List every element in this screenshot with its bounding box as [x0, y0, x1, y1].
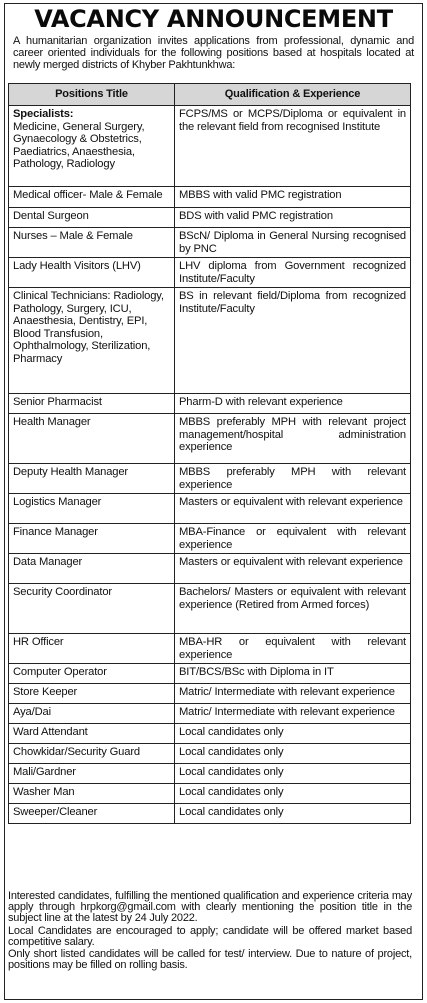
table-row: [9, 208, 411, 228]
qualification-cell: Local candidates only: [175, 804, 411, 824]
table-row: [9, 744, 411, 764]
table-row: [9, 414, 411, 464]
position-title: Senior Pharmacist: [13, 396, 102, 408]
header-qualification: Qualification & Experience: [175, 84, 411, 106]
position-title-cell: [9, 584, 175, 634]
position-title-cell: [9, 414, 175, 464]
qualification-cell: BScN/ Diploma in General Nursing recognised by PNC: [175, 228, 411, 258]
table-row: [9, 664, 411, 684]
qualification-cell: MBBS preferably MPH with relevant project management/hospital administration experience: [175, 414, 411, 464]
position-title: Medicine, General Surgery, Gynaecology & Obstetrics, Paediatrics, Anaesthesia, Pathology, Radiology: [13, 120, 145, 171]
table-row: [9, 764, 411, 784]
table-row: [9, 394, 411, 414]
footer-apply-instructions: Interested candidates, fulfilling the mentioned qualification and experience criteria may apply through hrpkorg@gmail.com with clearly mentioning the position title in the subject line at the latest by 24 July 2022.: [8, 890, 412, 925]
table-row: [9, 524, 411, 554]
table-row: [9, 258, 411, 288]
positions-table-body: [9, 106, 411, 824]
qualification-cell: FCPS/MS or MCPS/Diploma or equivalent in the relevant field from recognised Institute: [175, 106, 411, 187]
position-title-cell: [9, 764, 175, 784]
ad-intro: A humanitarian organization invites applications from professional, dynamic and career oriented individuals for the following positions based at hospitals located at newly merged districts of Khyber Pakhtunkhwa:: [13, 35, 414, 71]
position-title: Data Manager: [13, 556, 83, 568]
position-title-cell: [9, 634, 175, 664]
qualification-cell: Masters or equivalent with relevant experience: [175, 554, 411, 584]
qualification-cell: Bachelors/ Masters or equivalent with relevant experience (Retired from Armed forces): [175, 584, 411, 634]
qualification-cell: Masters or equivalent with relevant experience: [175, 494, 411, 524]
position-title-cell: [9, 288, 175, 394]
footer-shortlist-note: Only short listed candidates will be called for test/ interview. Due to nature of project, positions may be filled on rolling basis.: [8, 948, 412, 972]
qualification-cell: MBBS preferably MPH with relevant experience: [175, 464, 411, 494]
table-row: [9, 684, 411, 704]
qualification-cell: Local candidates only: [175, 724, 411, 744]
position-title: Chowkidar/Security Guard: [13, 746, 140, 758]
position-title-cell: [9, 228, 175, 258]
qualification-cell: Pharm-D with relevant experience: [175, 394, 411, 414]
table-row: [9, 494, 411, 524]
table-row: [9, 288, 411, 394]
position-title: Nurses – Male & Female: [13, 230, 133, 242]
qualification-cell: MBA-HR or equivalent with relevant experience: [175, 634, 411, 664]
position-title: Lady Health Visitors (LHV): [13, 260, 141, 272]
position-title: Finance Manager: [13, 526, 98, 538]
qualification-cell: MBA-Finance or equivalent with relevant experience: [175, 524, 411, 554]
position-title: Security Coordinator: [13, 586, 112, 598]
position-title-cell: [9, 724, 175, 744]
table-row: [9, 724, 411, 744]
table-row: [9, 784, 411, 804]
position-title-cell: [9, 208, 175, 228]
position-title: Medical officer- Male & Female: [13, 189, 163, 201]
qualification-cell: MBBS with valid PMC registration: [175, 187, 411, 208]
position-title-cell: [9, 664, 175, 684]
table-row: [9, 704, 411, 724]
position-title: Computer Operator: [13, 666, 107, 678]
position-title: Dental Surgeon: [13, 210, 89, 222]
table-row: [9, 187, 411, 208]
position-title-cell: [9, 524, 175, 554]
qualification-cell: Local candidates only: [175, 744, 411, 764]
position-title: Sweeper/Cleaner: [13, 806, 98, 818]
qualification-cell: Local candidates only: [175, 764, 411, 784]
table-row: [9, 106, 411, 187]
qualification-cell: BDS with valid PMC registration: [175, 208, 411, 228]
position-title: Health Manager: [13, 416, 91, 428]
position-title-cell: [9, 704, 175, 724]
position-group-heading: Specialists:: [13, 108, 74, 120]
position-title-cell: [9, 744, 175, 764]
table-row: [9, 464, 411, 494]
position-title-cell: [9, 554, 175, 584]
position-title-cell: [9, 394, 175, 414]
ad-footer: [8, 891, 412, 972]
position-title-cell: [9, 464, 175, 494]
qualification-cell: Matric/ Intermediate with relevant experience: [175, 704, 411, 724]
position-title: Store Keeper: [13, 686, 78, 698]
position-title: Clinical Technicians: Radiology, Pathology, Surgery, ICU, Anaesthesia, Dentistry, EPI, Blood Transfusion, Ophthalmology, Sterilization, Pharmacy: [13, 290, 164, 365]
header-positions-title: Positions Title: [9, 84, 175, 106]
position-title-cell: [9, 258, 175, 288]
table-row: [9, 228, 411, 258]
qualification-cell: Matric/ Intermediate with relevant experience: [175, 684, 411, 704]
qualification-cell: Local candidates only: [175, 784, 411, 804]
position-title-cell: [9, 494, 175, 524]
position-title: Mali/Gardner: [13, 766, 76, 778]
table-row: [9, 584, 411, 634]
positions-table: [8, 83, 411, 824]
position-title: Deputy Health Manager: [13, 466, 129, 478]
position-title-cell: [9, 684, 175, 704]
table-header-row: [9, 84, 411, 106]
qualification-cell: LHV diploma from Government recognized Institute/Faculty: [175, 258, 411, 288]
position-title-cell: [9, 804, 175, 824]
table-row: [9, 804, 411, 824]
position-title-cell: [9, 784, 175, 804]
position-title-cell: [9, 187, 175, 208]
position-title: Washer Man: [13, 786, 75, 798]
position-title: Logistics Manager: [13, 496, 102, 508]
position-title: Aya/Dai: [13, 706, 51, 718]
position-title: HR Officer: [13, 636, 64, 648]
footer-local-candidates: Local Candidates are encouraged to apply; candidate will be offered market based competitive salary.: [8, 924, 412, 948]
qualification-cell: BS in relevant field/Diploma from recognized Institute/Faculty: [175, 288, 411, 394]
position-title-cell: [9, 106, 175, 187]
position-title: Ward Attendant: [13, 726, 88, 738]
table-row: [9, 634, 411, 664]
qualification-cell: BIT/BCS/BSc with Diploma in IT: [175, 664, 411, 684]
table-row: [9, 554, 411, 584]
ad-title: VACANCY ANNOUNCEMENT: [34, 5, 393, 33]
